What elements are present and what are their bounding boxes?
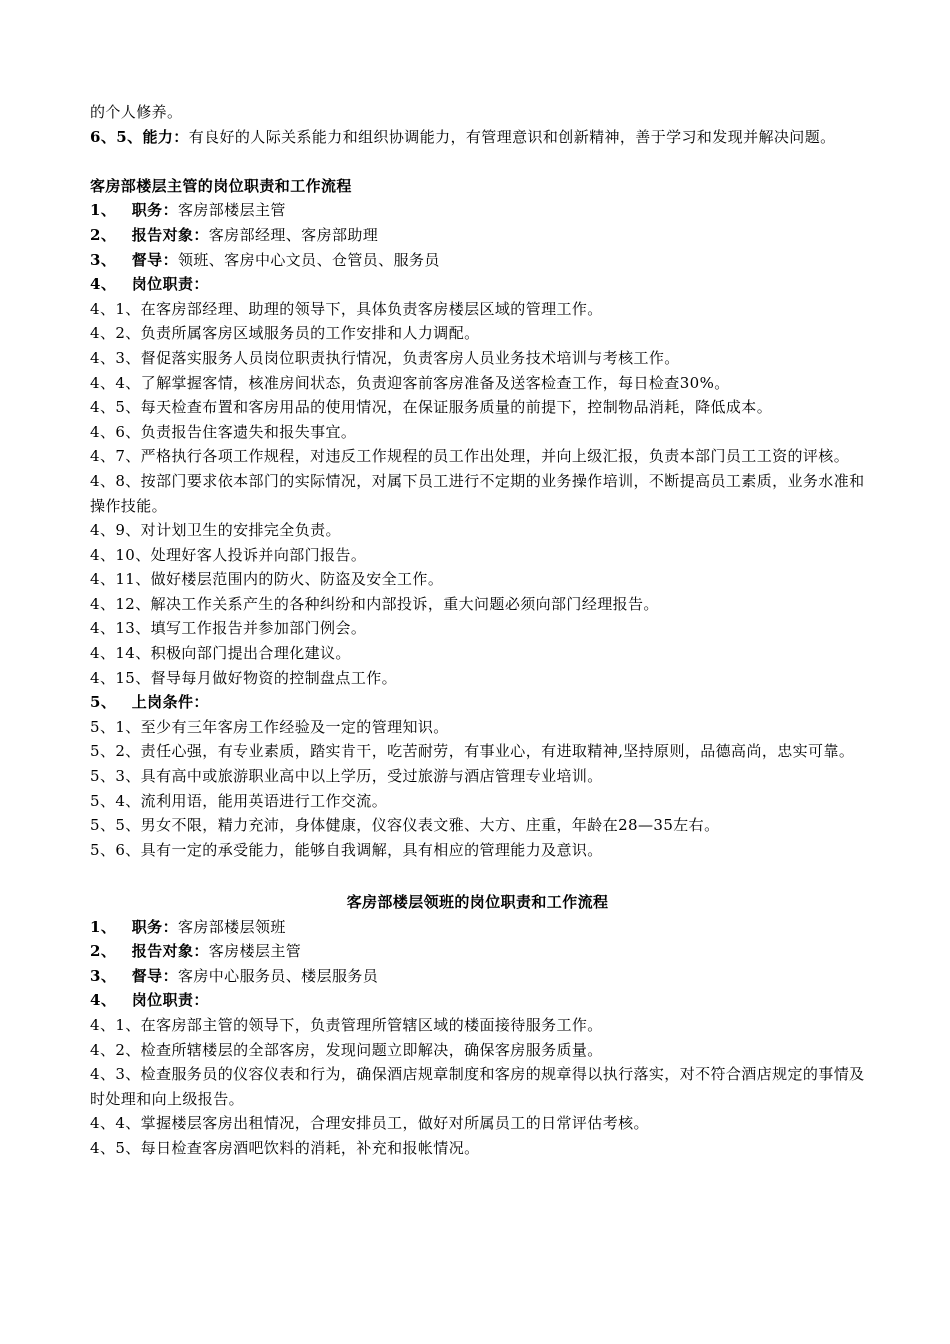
field-num: 5、 xyxy=(90,693,117,712)
section1-title: 客房部楼层主管的岗位职责和工作流程 xyxy=(90,176,352,195)
duty-item: 4、10、处理好客人投诉并向部门报告。 xyxy=(90,545,367,564)
field-row xyxy=(90,248,865,273)
field-label: 督导： xyxy=(131,250,178,269)
conditions-heading xyxy=(90,690,865,715)
intro-line: 的个人修养。 xyxy=(90,103,183,121)
condition-item: 5、5、男女不限，精力充沛，身体健康，仪容仪表文雅、大方、庄重，年龄在28—35左右。 xyxy=(90,816,720,835)
field-num: 4、 xyxy=(90,991,117,1010)
duty-item: 4、5、每天检查布置和客房用品的使用情况，在保证服务质量的前提下，控制物品消耗，降低成本。 xyxy=(90,398,773,417)
field-num: 1、 xyxy=(90,201,117,220)
condition-item: 5、4、流利用语，能用英语进行工作交流。 xyxy=(90,791,388,810)
field-row xyxy=(90,223,865,248)
ability-label: 6、5、能力： xyxy=(90,127,189,146)
duty-item: 4、4、掌握楼层客房出租情况，合理安排员工，做好对所属员工的日常评估考核。 xyxy=(90,1114,649,1133)
intro-item-ability xyxy=(90,125,865,150)
condition-item: 5、1、至少有三年客房工作经验及一定的管理知识。 xyxy=(90,717,449,736)
field-label: 报告对象： xyxy=(131,225,209,244)
field-value: 客房部经理、客房部助理 xyxy=(208,225,379,244)
field-row xyxy=(90,964,865,989)
duty-item: 4、13、填写工作报告并参加部门例会。 xyxy=(90,619,367,638)
condition-item: 5、2、责任心强，有专业素质，踏实肯干，吃苦耐劳，有事业心，有进取精神,坚持原则，品德高尚，忠实可靠。 xyxy=(90,742,855,761)
duty-item: 4、1、在客房部经理、助理的领导下，具体负责客房楼层区域的管理工作。 xyxy=(90,299,603,318)
document-page xyxy=(90,100,865,1161)
duty-item: 4、1、在客房部主管的领导下，负责管理所管辖区域的楼面接待服务工作。 xyxy=(90,1015,603,1034)
field-num: 3、 xyxy=(90,250,117,269)
field-num: 2、 xyxy=(90,225,117,244)
duty-item: 4、7、严格执行各项工作规程，对违反工作规程的员工作出处理，并向上级汇报，负责本部门员工工资的评核。 xyxy=(90,447,850,466)
field-row xyxy=(90,198,865,223)
field-value: 客房楼层主管 xyxy=(208,942,302,961)
spacer xyxy=(90,149,865,174)
duty-item: 4、5、每日检查客房酒吧饮料的消耗，补充和报帐情况。 xyxy=(90,1138,480,1157)
section2-title: 客房部楼层领班的岗位职责和工作流程 xyxy=(346,893,609,911)
field-row xyxy=(90,988,865,1013)
duty-item: 4、12、解决工作关系产生的各种纠纷和内部投诉，重大问题必须向部门经理报告。 xyxy=(90,594,659,613)
field-value: 客房中心服务员、楼层服务员 xyxy=(177,966,379,985)
field-label: 职务： xyxy=(131,917,178,936)
field-num: 2、 xyxy=(90,942,117,961)
field-value: 客房部楼层领班 xyxy=(177,917,286,936)
duty-item: 4、8、按部门要求依本部门的实际情况，对属下员工进行不定期的业务操作培训，不断提高员工素质，业务水准和操作技能。 xyxy=(90,471,865,515)
field-num: 1、 xyxy=(90,917,117,936)
duty-item: 4、3、督促落实服务人员岗位职责执行情况，负责客房人员业务技术培训与考核工作。 xyxy=(90,348,680,367)
field-label: 岗位职责： xyxy=(131,275,209,294)
field-label: 报告对象： xyxy=(131,942,209,961)
spacer xyxy=(90,862,865,887)
duty-item: 4、11、做好楼层范围内的防火、防盗及安全工作。 xyxy=(90,570,444,589)
duty-item: 4、3、检查服务员的仪容仪表和行为，确保酒店规章制度和客房的规章得以执行落实，对不符合酒店规定的事情及时处理和向上级报告。 xyxy=(90,1065,865,1108)
field-label: 职务： xyxy=(131,201,178,220)
condition-item: 5、3、具有高中或旅游职业高中以上学历，受过旅游与酒店管理专业培训。 xyxy=(90,767,603,786)
field-num: 3、 xyxy=(90,966,117,985)
duty-item: 4、9、对计划卫生的安排完全负责。 xyxy=(90,521,341,540)
ability-text: 有良好的人际关系能力和组织协调能力，有管理意识和创新精神，善于学习和发现并解决问题。 xyxy=(188,127,836,146)
field-num: 4、 xyxy=(90,275,117,294)
condition-item: 5、6、具有一定的承受能力，能够自我调解，具有相应的管理能力及意识。 xyxy=(90,840,603,859)
field-row xyxy=(90,939,865,964)
duty-item: 4、2、负责所属客房区域服务员的工作安排和人力调配。 xyxy=(90,324,480,343)
field-label: 岗位职责： xyxy=(131,991,209,1010)
duty-item: 4、2、检查所辖楼层的全部客房，发现问题立即解决，确保客房服务质量。 xyxy=(90,1040,603,1059)
duty-item: 4、15、督导每月做好物资的控制盘点工作。 xyxy=(90,668,398,687)
field-value: 客房部楼层主管 xyxy=(177,201,286,220)
duty-item: 4、14、积极向部门提出合理化建议。 xyxy=(90,644,351,663)
duty-item: 4、6、负责报告住客遗失和报失事宜。 xyxy=(90,422,357,441)
field-row xyxy=(90,272,865,297)
field-label: 督导： xyxy=(131,966,178,985)
field-value: 领班、客房中心文员、仓管员、服务员 xyxy=(177,250,440,269)
duty-item: 4、4、了解掌握客情，核准房间状态，负责迎客前客房准备及送客检查工作，每日检查30%。 xyxy=(90,373,730,392)
field-label: 上岗条件： xyxy=(131,693,209,712)
field-row xyxy=(90,915,865,940)
